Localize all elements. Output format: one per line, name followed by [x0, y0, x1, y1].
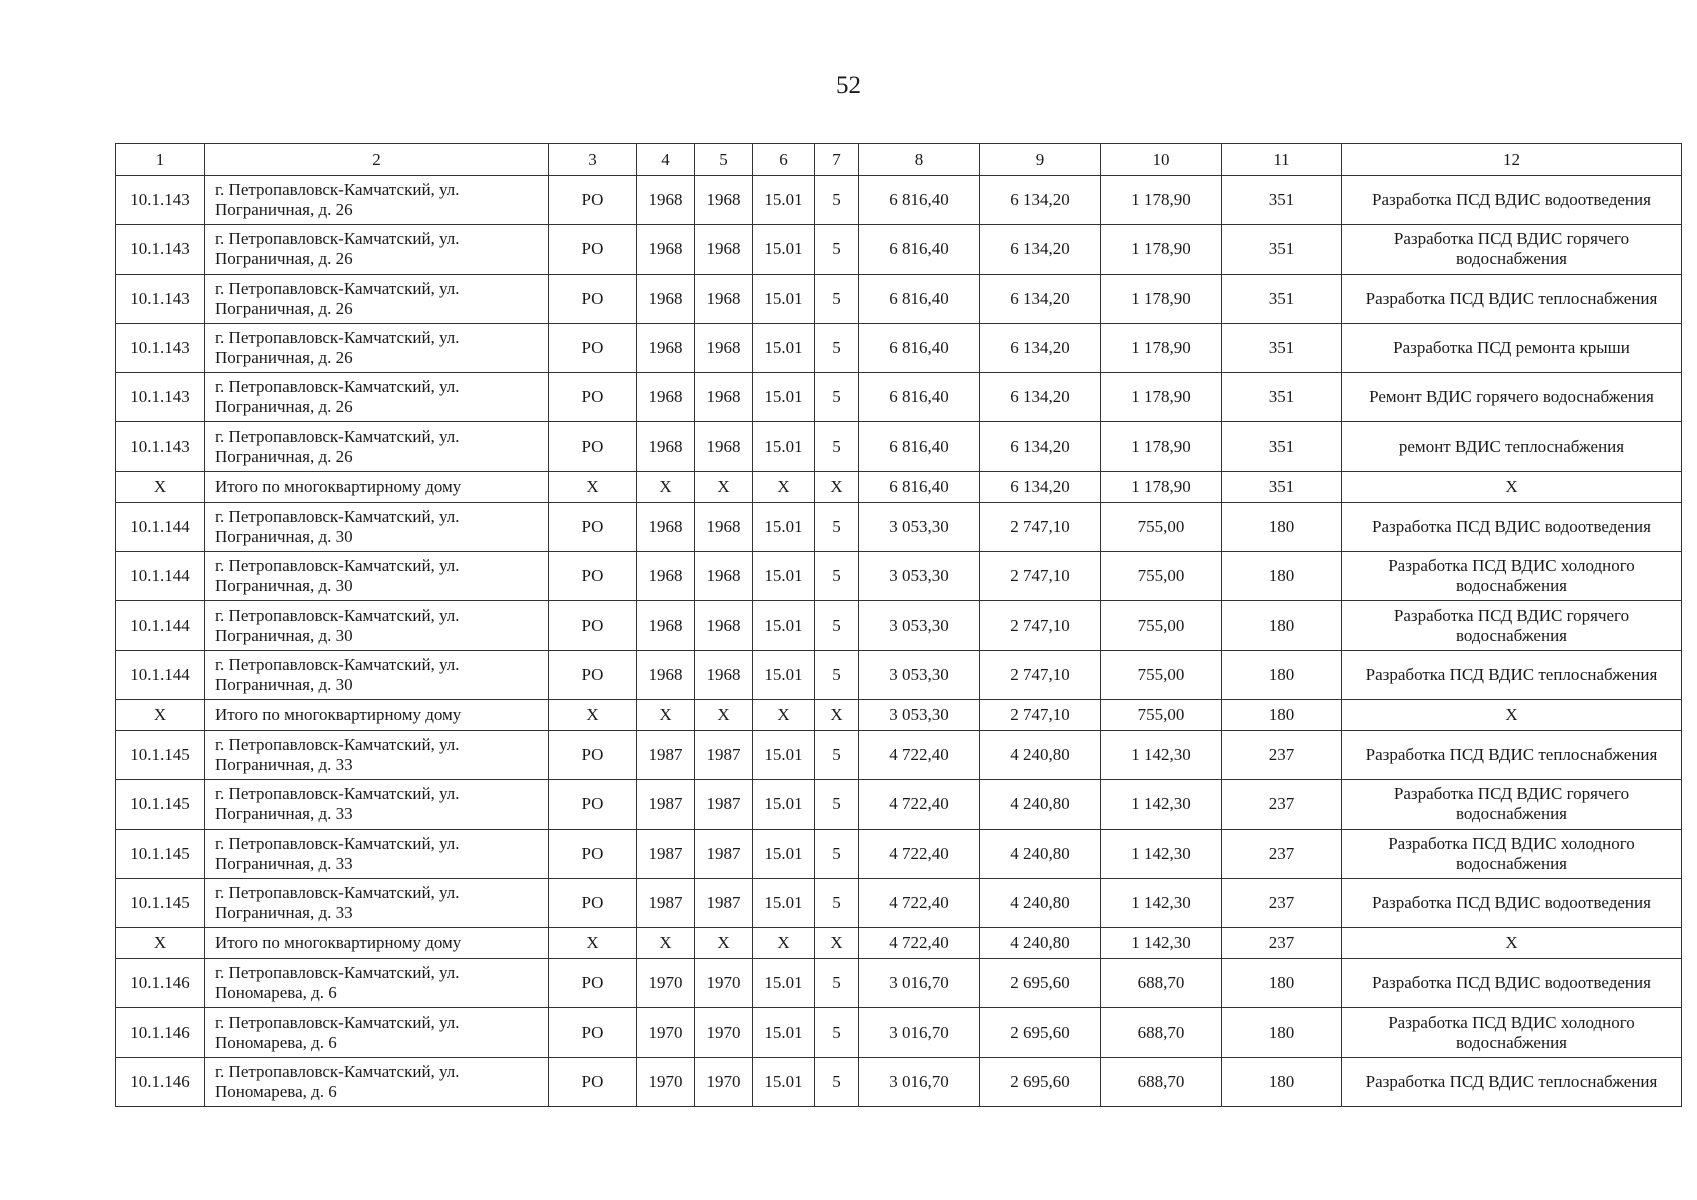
work-type-cell: Разработка ПСД ВДИС горячего водоснабжения: [1342, 601, 1682, 650]
floors-cell: Х: [815, 928, 859, 959]
table-row: [116, 829, 1682, 878]
table-row: [116, 780, 1682, 829]
address-cell: г. Петропавловск-Камчатский, ул. Пономарева, д. 6: [205, 1008, 549, 1057]
address-cell: г. Петропавловск-Камчатский, ул. Пограничная, д. 30: [205, 601, 549, 650]
residential-area-cell: 6 134,20: [980, 176, 1101, 225]
total-area-cell: 4 722,40: [859, 829, 980, 878]
residents-cell: 180: [1222, 959, 1342, 1008]
address-cell: г. Петропавловск-Камчатский, ул. Пограничная, д. 26: [205, 176, 549, 225]
wall-material-cell: 15.01: [753, 323, 815, 372]
nonresidential-area-cell: 755,00: [1101, 601, 1222, 650]
residential-area-cell: 2 747,10: [980, 552, 1101, 601]
floors-cell: 5: [815, 274, 859, 323]
nonresidential-area-cell: 1 178,90: [1101, 225, 1222, 274]
total-area-cell: 6 816,40: [859, 323, 980, 372]
wall-material-cell: 15.01: [753, 878, 815, 927]
year-built-cell: 1968: [637, 176, 695, 225]
total-area-cell: 3 053,30: [859, 650, 980, 699]
year-built-cell: 1987: [637, 878, 695, 927]
column-header-2: 2: [205, 144, 549, 176]
method-cell: РО: [549, 878, 637, 927]
residents-cell: 351: [1222, 274, 1342, 323]
year-built-cell: Х: [637, 699, 695, 730]
total-area-cell: 6 816,40: [859, 274, 980, 323]
residential-area-cell: 6 134,20: [980, 274, 1101, 323]
residents-cell: 180: [1222, 502, 1342, 551]
item-number-cell: 10.1.146: [116, 1057, 205, 1106]
floors-cell: 5: [815, 552, 859, 601]
year-commissioned-cell: Х: [695, 471, 753, 502]
year-built-cell: 1968: [637, 502, 695, 551]
column-header-10: 10: [1101, 144, 1222, 176]
address-cell: Итого по многоквартирному дому: [205, 471, 549, 502]
year-built-cell: 1968: [637, 274, 695, 323]
residents-cell: 180: [1222, 650, 1342, 699]
year-commissioned-cell: 1970: [695, 1008, 753, 1057]
residential-area-cell: 2 747,10: [980, 502, 1101, 551]
residents-cell: 351: [1222, 373, 1342, 422]
residential-area-cell: 2 695,60: [980, 959, 1101, 1008]
residents-cell: 351: [1222, 471, 1342, 502]
wall-material-cell: 15.01: [753, 373, 815, 422]
residential-area-cell: 2 695,60: [980, 1057, 1101, 1106]
floors-cell: 5: [815, 878, 859, 927]
floors-cell: 5: [815, 502, 859, 551]
item-number-cell: Х: [116, 699, 205, 730]
total-area-cell: 4 722,40: [859, 780, 980, 829]
total-row: [116, 699, 1682, 730]
address-cell: г. Петропавловск-Камчатский, ул. Пограничная, д. 33: [205, 878, 549, 927]
address-cell: Итого по многоквартирному дому: [205, 928, 549, 959]
nonresidential-area-cell: 1 178,90: [1101, 274, 1222, 323]
residential-area-cell: 4 240,80: [980, 928, 1101, 959]
method-cell: РО: [549, 1057, 637, 1106]
table-row: [116, 176, 1682, 225]
year-built-cell: 1970: [637, 1057, 695, 1106]
year-built-cell: 1987: [637, 730, 695, 779]
year-built-cell: Х: [637, 471, 695, 502]
year-built-cell: 1968: [637, 650, 695, 699]
table-row: [116, 502, 1682, 551]
address-cell: г. Петропавловск-Камчатский, ул. Пономарева, д. 6: [205, 1057, 549, 1106]
item-number-cell: 10.1.143: [116, 225, 205, 274]
nonresidential-area-cell: 755,00: [1101, 502, 1222, 551]
table-row: [116, 373, 1682, 422]
nonresidential-area-cell: 1 142,30: [1101, 878, 1222, 927]
address-cell: г. Петропавловск-Камчатский, ул. Пограничная, д. 33: [205, 730, 549, 779]
address-cell: г. Петропавловск-Камчатский, ул. Пограничная, д. 26: [205, 274, 549, 323]
item-number-cell: 10.1.144: [116, 552, 205, 601]
floors-cell: 5: [815, 780, 859, 829]
wall-material-cell: 15.01: [753, 829, 815, 878]
method-cell: РО: [549, 422, 637, 471]
wall-material-cell: 15.01: [753, 552, 815, 601]
item-number-cell: 10.1.144: [116, 650, 205, 699]
floors-cell: Х: [815, 471, 859, 502]
work-type-cell: Ремонт ВДИС горячего водоснабжения: [1342, 373, 1682, 422]
nonresidential-area-cell: 688,70: [1101, 1008, 1222, 1057]
year-commissioned-cell: 1968: [695, 176, 753, 225]
year-commissioned-cell: 1968: [695, 502, 753, 551]
floors-cell: 5: [815, 650, 859, 699]
header-row: [116, 144, 1682, 176]
table-row: [116, 274, 1682, 323]
year-built-cell: 1970: [637, 1008, 695, 1057]
residents-cell: 351: [1222, 225, 1342, 274]
wall-material-cell: 15.01: [753, 1008, 815, 1057]
item-number-cell: 10.1.143: [116, 274, 205, 323]
floors-cell: 5: [815, 323, 859, 372]
floors-cell: 5: [815, 601, 859, 650]
year-built-cell: 1968: [637, 552, 695, 601]
method-cell: РО: [549, 502, 637, 551]
method-cell: РО: [549, 1008, 637, 1057]
item-number-cell: Х: [116, 928, 205, 959]
column-header-5: 5: [695, 144, 753, 176]
residential-area-cell: 6 134,20: [980, 323, 1101, 372]
residents-cell: 237: [1222, 780, 1342, 829]
total-area-cell: 6 816,40: [859, 225, 980, 274]
total-row: [116, 928, 1682, 959]
column-header-7: 7: [815, 144, 859, 176]
residential-area-cell: 2 747,10: [980, 699, 1101, 730]
wall-material-cell: 15.01: [753, 1057, 815, 1106]
item-number-cell: 10.1.145: [116, 780, 205, 829]
wall-material-cell: 15.01: [753, 225, 815, 274]
work-type-cell: Разработка ПСД ВДИС теплоснабжения: [1342, 1057, 1682, 1106]
work-type-cell: Х: [1342, 928, 1682, 959]
residential-area-cell: 4 240,80: [980, 829, 1101, 878]
address-cell: г. Петропавловск-Камчатский, ул. Пограничная, д. 30: [205, 502, 549, 551]
floors-cell: 5: [815, 225, 859, 274]
year-commissioned-cell: 1987: [695, 730, 753, 779]
year-built-cell: 1987: [637, 780, 695, 829]
nonresidential-area-cell: 1 142,30: [1101, 730, 1222, 779]
column-header-4: 4: [637, 144, 695, 176]
wall-material-cell: 15.01: [753, 959, 815, 1008]
wall-material-cell: 15.01: [753, 650, 815, 699]
floors-cell: 5: [815, 1008, 859, 1057]
item-number-cell: 10.1.144: [116, 601, 205, 650]
total-area-cell: 6 816,40: [859, 471, 980, 502]
table-row: [116, 730, 1682, 779]
item-number-cell: 10.1.143: [116, 323, 205, 372]
total-row: [116, 471, 1682, 502]
work-type-cell: ремонт ВДИС теплоснабжения: [1342, 422, 1682, 471]
work-type-cell: Разработка ПСД ВДИС теплоснабжения: [1342, 650, 1682, 699]
residential-area-cell: 6 134,20: [980, 373, 1101, 422]
year-commissioned-cell: 1970: [695, 1057, 753, 1106]
floors-cell: 5: [815, 1057, 859, 1106]
residents-cell: 180: [1222, 1008, 1342, 1057]
year-commissioned-cell: 1968: [695, 323, 753, 372]
table-row: [116, 1008, 1682, 1057]
work-type-cell: Разработка ПСД ВДИС горячего водоснабжения: [1342, 780, 1682, 829]
nonresidential-area-cell: 1 178,90: [1101, 323, 1222, 372]
total-area-cell: 3 016,70: [859, 1008, 980, 1057]
method-cell: Х: [549, 699, 637, 730]
register-table: [115, 143, 1682, 1107]
work-type-cell: Х: [1342, 699, 1682, 730]
total-area-cell: 4 722,40: [859, 928, 980, 959]
item-number-cell: 10.1.143: [116, 373, 205, 422]
wall-material-cell: 15.01: [753, 274, 815, 323]
year-commissioned-cell: 1987: [695, 878, 753, 927]
item-number-cell: 10.1.144: [116, 502, 205, 551]
item-number-cell: 10.1.143: [116, 422, 205, 471]
residential-area-cell: 6 134,20: [980, 422, 1101, 471]
nonresidential-area-cell: 688,70: [1101, 959, 1222, 1008]
year-commissioned-cell: 1968: [695, 274, 753, 323]
work-type-cell: Разработка ПСД ВДИС водоотведения: [1342, 176, 1682, 225]
year-built-cell: 1968: [637, 373, 695, 422]
method-cell: РО: [549, 225, 637, 274]
wall-material-cell: 15.01: [753, 601, 815, 650]
address-cell: г. Петропавловск-Камчатский, ул. Пограничная, д. 30: [205, 552, 549, 601]
wall-material-cell: Х: [753, 471, 815, 502]
work-type-cell: Разработка ПСД ВДИС холодного водоснабжения: [1342, 829, 1682, 878]
year-built-cell: Х: [637, 928, 695, 959]
residents-cell: 351: [1222, 176, 1342, 225]
residential-area-cell: 6 134,20: [980, 225, 1101, 274]
item-number-cell: 10.1.145: [116, 730, 205, 779]
work-type-cell: Разработка ПСД ВДИС теплоснабжения: [1342, 274, 1682, 323]
residents-cell: 180: [1222, 1057, 1342, 1106]
table-row: [116, 552, 1682, 601]
residential-area-cell: 4 240,80: [980, 730, 1101, 779]
work-type-cell: Разработка ПСД ВДИС водоотведения: [1342, 959, 1682, 1008]
method-cell: РО: [549, 601, 637, 650]
residents-cell: 180: [1222, 552, 1342, 601]
address-cell: Итого по многоквартирному дому: [205, 699, 549, 730]
residents-cell: 180: [1222, 699, 1342, 730]
residents-cell: 180: [1222, 601, 1342, 650]
address-cell: г. Петропавловск-Камчатский, ул. Пограничная, д. 33: [205, 829, 549, 878]
table-row: [116, 323, 1682, 372]
nonresidential-area-cell: 1 178,90: [1101, 422, 1222, 471]
residents-cell: 351: [1222, 323, 1342, 372]
wall-material-cell: 15.01: [753, 176, 815, 225]
year-commissioned-cell: 1987: [695, 780, 753, 829]
table-row: [116, 959, 1682, 1008]
floors-cell: Х: [815, 699, 859, 730]
item-number-cell: 10.1.145: [116, 829, 205, 878]
work-type-cell: Разработка ПСД ВДИС горячего водоснабжения: [1342, 225, 1682, 274]
method-cell: РО: [549, 552, 637, 601]
method-cell: Х: [549, 471, 637, 502]
work-type-cell: Разработка ПСД ВДИС холодного водоснабжения: [1342, 1008, 1682, 1057]
year-built-cell: 1987: [637, 829, 695, 878]
total-area-cell: 4 722,40: [859, 730, 980, 779]
wall-material-cell: Х: [753, 699, 815, 730]
address-cell: г. Петропавловск-Камчатский, ул. Пограничная, д. 26: [205, 323, 549, 372]
wall-material-cell: Х: [753, 928, 815, 959]
floors-cell: 5: [815, 422, 859, 471]
year-commissioned-cell: 1968: [695, 373, 753, 422]
residential-area-cell: 2 695,60: [980, 1008, 1101, 1057]
year-built-cell: 1968: [637, 225, 695, 274]
item-number-cell: 10.1.146: [116, 1008, 205, 1057]
item-number-cell: 10.1.145: [116, 878, 205, 927]
total-area-cell: 6 816,40: [859, 176, 980, 225]
address-cell: г. Петропавловск-Камчатский, ул. Пограничная, д. 26: [205, 373, 549, 422]
method-cell: РО: [549, 323, 637, 372]
table-row: [116, 422, 1682, 471]
nonresidential-area-cell: 688,70: [1101, 1057, 1222, 1106]
floors-cell: 5: [815, 176, 859, 225]
residential-area-cell: 2 747,10: [980, 601, 1101, 650]
year-commissioned-cell: 1968: [695, 601, 753, 650]
address-cell: г. Петропавловск-Камчатский, ул. Пограничная, д. 30: [205, 650, 549, 699]
wall-material-cell: 15.01: [753, 780, 815, 829]
total-area-cell: 6 816,40: [859, 373, 980, 422]
floors-cell: 5: [815, 959, 859, 1008]
nonresidential-area-cell: 755,00: [1101, 552, 1222, 601]
total-area-cell: 3 053,30: [859, 601, 980, 650]
residents-cell: 237: [1222, 829, 1342, 878]
total-area-cell: 6 816,40: [859, 422, 980, 471]
method-cell: РО: [549, 959, 637, 1008]
table-row: [116, 225, 1682, 274]
column-header-3: 3: [549, 144, 637, 176]
work-type-cell: Разработка ПСД ВДИС водоотведения: [1342, 502, 1682, 551]
method-cell: РО: [549, 829, 637, 878]
year-commissioned-cell: 1968: [695, 225, 753, 274]
nonresidential-area-cell: 1 178,90: [1101, 373, 1222, 422]
table-row: [116, 601, 1682, 650]
method-cell: РО: [549, 650, 637, 699]
nonresidential-area-cell: 1 178,90: [1101, 176, 1222, 225]
residents-cell: 237: [1222, 730, 1342, 779]
year-commissioned-cell: 1970: [695, 959, 753, 1008]
wall-material-cell: 15.01: [753, 502, 815, 551]
total-area-cell: 4 722,40: [859, 878, 980, 927]
method-cell: РО: [549, 780, 637, 829]
wall-material-cell: 15.01: [753, 422, 815, 471]
address-cell: г. Петропавловск-Камчатский, ул. Пограничная, д. 26: [205, 225, 549, 274]
residential-area-cell: 4 240,80: [980, 780, 1101, 829]
total-area-cell: 3 053,30: [859, 502, 980, 551]
column-header-11: 11: [1222, 144, 1342, 176]
work-type-cell: Разработка ПСД ремонта крыши: [1342, 323, 1682, 372]
total-area-cell: 3 016,70: [859, 959, 980, 1008]
nonresidential-area-cell: 1 142,30: [1101, 780, 1222, 829]
page-number: 52: [836, 72, 861, 99]
item-number-cell: 10.1.146: [116, 959, 205, 1008]
column-header-8: 8: [859, 144, 980, 176]
year-built-cell: 1970: [637, 959, 695, 1008]
table-row: [116, 650, 1682, 699]
item-number-cell: Х: [116, 471, 205, 502]
year-built-cell: 1968: [637, 601, 695, 650]
year-commissioned-cell: 1968: [695, 422, 753, 471]
nonresidential-area-cell: 1 142,30: [1101, 829, 1222, 878]
year-built-cell: 1968: [637, 323, 695, 372]
work-type-cell: Х: [1342, 471, 1682, 502]
method-cell: РО: [549, 373, 637, 422]
column-header-9: 9: [980, 144, 1101, 176]
wall-material-cell: 15.01: [753, 730, 815, 779]
method-cell: РО: [549, 176, 637, 225]
nonresidential-area-cell: 1 142,30: [1101, 928, 1222, 959]
year-commissioned-cell: Х: [695, 699, 753, 730]
column-header-12: 12: [1342, 144, 1682, 176]
address-cell: г. Петропавловск-Камчатский, ул. Пономарева, д. 6: [205, 959, 549, 1008]
nonresidential-area-cell: 1 178,90: [1101, 471, 1222, 502]
residential-area-cell: 4 240,80: [980, 878, 1101, 927]
total-area-cell: 3 016,70: [859, 1057, 980, 1106]
work-type-cell: Разработка ПСД ВДИС водоотведения: [1342, 878, 1682, 927]
year-built-cell: 1968: [637, 422, 695, 471]
floors-cell: 5: [815, 829, 859, 878]
residents-cell: 237: [1222, 928, 1342, 959]
work-type-cell: Разработка ПСД ВДИС холодного водоснабжения: [1342, 552, 1682, 601]
table-row: [116, 1057, 1682, 1106]
year-commissioned-cell: Х: [695, 928, 753, 959]
column-header-1: 1: [116, 144, 205, 176]
method-cell: Х: [549, 928, 637, 959]
year-commissioned-cell: 1968: [695, 650, 753, 699]
column-header-6: 6: [753, 144, 815, 176]
floors-cell: 5: [815, 373, 859, 422]
method-cell: РО: [549, 274, 637, 323]
address-cell: г. Петропавловск-Камчатский, ул. Пограничная, д. 33: [205, 780, 549, 829]
residents-cell: 237: [1222, 878, 1342, 927]
floors-cell: 5: [815, 730, 859, 779]
method-cell: РО: [549, 730, 637, 779]
nonresidential-area-cell: 755,00: [1101, 699, 1222, 730]
residential-area-cell: 6 134,20: [980, 471, 1101, 502]
table-row: [116, 878, 1682, 927]
year-commissioned-cell: 1987: [695, 829, 753, 878]
item-number-cell: 10.1.143: [116, 176, 205, 225]
total-area-cell: 3 053,30: [859, 552, 980, 601]
nonresidential-area-cell: 755,00: [1101, 650, 1222, 699]
year-commissioned-cell: 1968: [695, 552, 753, 601]
address-cell: г. Петропавловск-Камчатский, ул. Пограничная, д. 26: [205, 422, 549, 471]
work-type-cell: Разработка ПСД ВДИС теплоснабжения: [1342, 730, 1682, 779]
residents-cell: 351: [1222, 422, 1342, 471]
residential-area-cell: 2 747,10: [980, 650, 1101, 699]
total-area-cell: 3 053,30: [859, 699, 980, 730]
